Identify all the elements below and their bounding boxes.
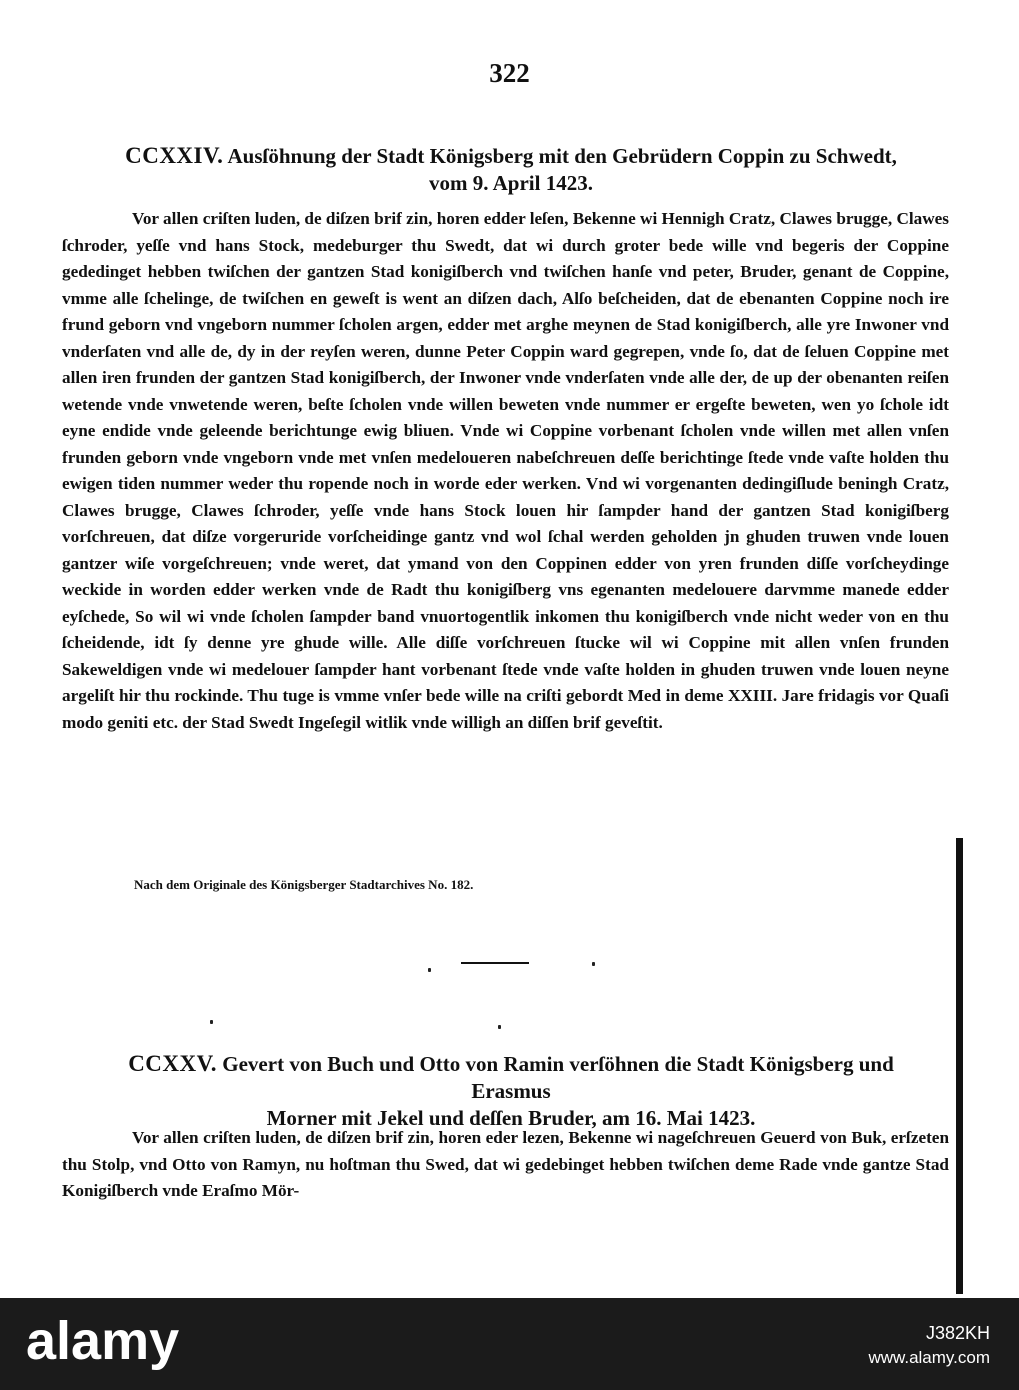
heading-line-1 [96,142,926,170]
scan-speck [428,968,431,972]
brand-text: alamy [26,1311,180,1371]
section-number: CCXXIV. [125,143,224,168]
source-note: Nach dem Originale des Königsberger Stadtarchives No. 182. [134,877,474,892]
section-number: CCXXV. [128,1051,218,1076]
document-body-ccxxiv: Vor allen criſten luden, de diſzen brif zin, horen edder leſen, Bekenne wi Hennigh Cratz, Clawes brugge, Clawes ſchroder, yeſſe vnd hans Stock, medeburger thu Swedt, dat wi durch groter bede wille vnd begeris der Coppine gededinget hebben twiſchen der gantzen Stad konigiſberch vnd twiſchen hanſe vnd peter, Bruder, genant de Coppine, vmme alle ſchelinge, de twiſchen en geweſt is went an diſzen dach, Alſo beſcheiden, dat de ebenanten Coppine noch ire frund geborn vnd vngeborn nummer ſcholen argen, edder met arghe meynen de Stad konigiſberch, alle yre Inwoner vnd vnderſaten vnd alle de, dy in der reyſen weren, dunne Peter Coppin ward gegrepen, vnde ſo, dat de ſeluen Coppine met allen iren frunden der gantzen Stad konigiſberch, der Inwoner vnde vnderſaten vnde alle der, de up der obenanten reiſen wetende vnde vnwetende weren, beſte ſcholen vnde willen beweten vnde nummer er ergeſte beweten, wen yo ſchole idt eyne endide vnde geleende berichtunge ewig bliuen. Vnde wi Coppine vorbenant ſcholen vnde willen met allen vnſen frunden geborn vnde vngeborn vnde met vnſen medelouerеn nabeſchreuen deſſe berichtinge ſtede vnde vaſte holden thu ewigen tiden nummer weder thu ropende noch in worde eder werken. Vnd wi vorgenanten dedingiſlude beningh Cratz, Clawes brugge, Clawes ſchroder, yeſſe vnde hans Stock louen hir ſampder hand der gantzen Stad konigiſberg vorſchreuen, dat diſze vorgeruride vorſcheidinge gantz vnd wol ſchal werden geholden jn ghuden truwen vnde louen gantzer wiſe vorgeſchreuen; vnde weret, dat ymand von den Coppinen edder von yren frunden diſſe vorſcheydinge weckide in worden edder werken vnde de Radt thu konigiſberg vns egenanten medelouere darvmme manede edder eyſchede, So wil wi vnde ſcholen ſampder band vnuortogentlik inkomen thu konigiſberch vnde nicht weder von en thu ſcheidende, idt ſy denne yre ghude wille. Alle diſſe vorſchreuen ſtucke wil wi Coppine mit allen vnſen frunden Sakeweldigen vnde wi medelouer ſampder hant vorbenant ſtede vnde vaſte holden in ghuden truwen vnde louen neyne argeliſt hir thu rockinde. Thu tuge is vmme vnſer bede wille na criſti gebordt Med in deme XXIII. Jare fridagis vor Quaſi modo geniti etc. der Stad Swedt Ingeſegil witlik vnde willigh an diſſen brif geveſtit. [62,209,949,732]
section-heading-ccxxiv [96,142,926,197]
scan-speck [592,962,595,966]
stock-url: www.alamy.com [868,1348,990,1367]
section-title: Gevert von Buch und Otto von Ramin verſöhnen die Stadt Königsberg und Erasmus [222,1052,894,1103]
scan-edge-line [956,838,963,1294]
page-number: 322 [489,58,530,88]
image-id: J382KH [925,1323,990,1343]
scan-speck [498,1025,501,1029]
section-date: vom 9. April 1423. [429,171,593,195]
scan-speck [210,1020,213,1024]
section-heading-ccxxv [96,1050,926,1132]
section-date: Morner mit Jekel und deſſen Bruder, am 16. Mai 1423. [266,1106,756,1130]
section-title: Ausſöhnung der Stadt Königsberg mit den Gebrüdern Coppin zu Schwedt, [227,144,897,168]
heading-line-1 [96,1050,926,1105]
section-divider [461,962,529,964]
document-body-ccxxv: Vor allen criſten luden, de diſzen brif zin, horen eder lezen, Bekenne wi nagеſchreuen Geuerd von Buk, erſzeten thu Stolp, vnd Otto von Ramyn, nu hoſtman thu Swed, dat wi gedebinget hebben twiſchen deme Rade vnde gantze Stad Konigiſberch vnde Eraſmo Mör- [62,1128,949,1200]
alamy-logo [26,1311,276,1371]
